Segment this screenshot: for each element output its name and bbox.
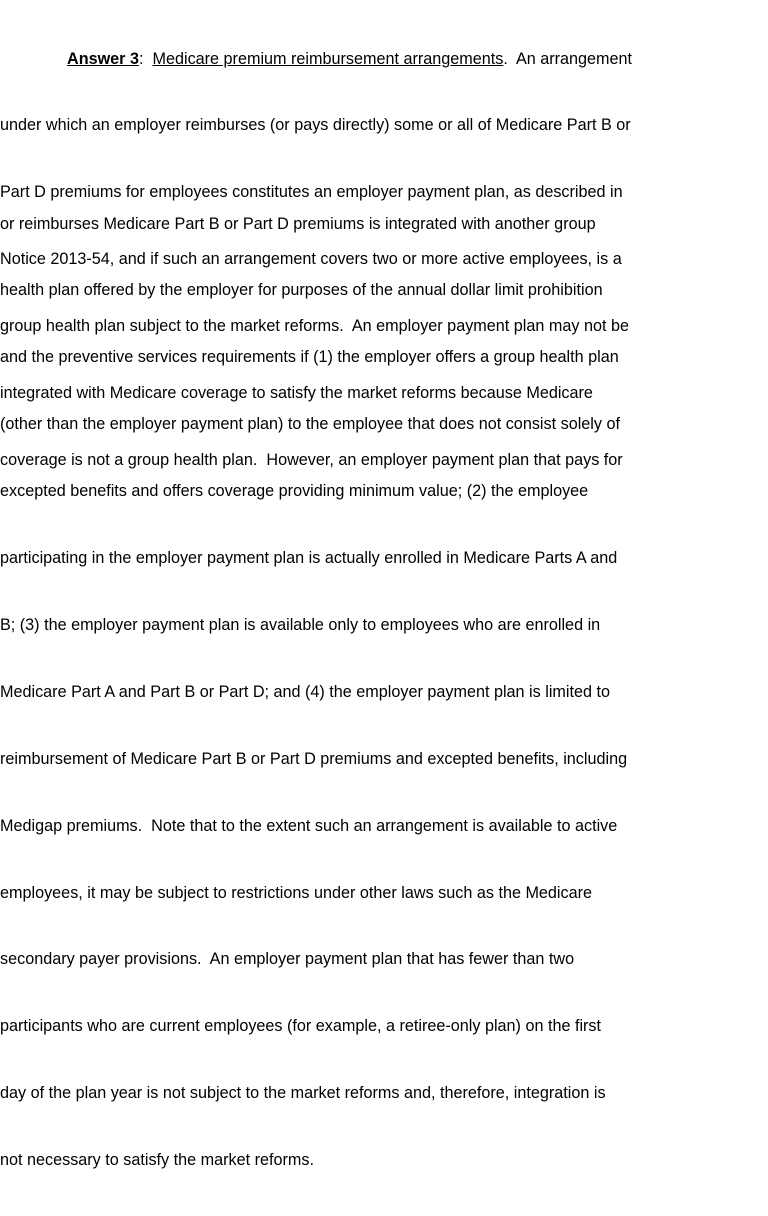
text-line: employees, it may be subject to restrictions under other laws such as the Medicare — [0, 883, 593, 902]
text-line: (other than the employer payment plan) to the employee that does not consist solely of — [0, 415, 620, 434]
text-line: secondary payer provisions. An employer payment plan that has fewer than two — [0, 950, 575, 969]
text-line: participants who are current employees (for example, a retiree-only plan) on the first — [0, 1017, 602, 1036]
text-line: under which an employer reimburses (or pays directly) some or all of Medicare Part B or — [0, 116, 631, 135]
text-line: Medicare Part A and Part B or Part D; and (4) the employer payment plan is limited to — [0, 682, 611, 701]
text-line: day of the plan year is not subject to the market reforms and, therefore, integration is — [0, 1084, 606, 1103]
text-line: B; (3) the employer payment plan is available only to employees who are enrolled in — [0, 615, 601, 634]
text-line: not necessary to satisfy the market reforms. — [0, 1151, 314, 1170]
text-line: excepted benefits and offers coverage providing minimum value; (2) the employee — [0, 482, 589, 501]
text-line: Medigap premiums. Note that to the extent such an arrangement is available to active — [0, 816, 618, 835]
answer-paragraph-part-2 — [0, 168, 768, 1216]
text-line: Notice 2013-54, and if such an arrangement covers two or more active employees, is a — [0, 250, 622, 269]
first-line-tail: . An arrangement — [503, 49, 633, 68]
answer-colon: : — [138, 49, 144, 68]
answer-label: Answer 3 — [67, 49, 139, 68]
text-line: or reimburses Medicare Part B or Part D premiums is integrated with another group — [0, 214, 596, 233]
text-line: health plan offered by the employer for purposes of the annual dollar limit prohibition — [0, 281, 603, 300]
first-line — [0, 48, 768, 70]
text-line: reimbursement of Medicare Part B or Part D premiums and excepted benefits, including — [0, 749, 628, 768]
text-line: Part D premiums for employees constitutes an employer payment plan, as described in — [0, 183, 623, 202]
text-line: coverage is not a group health plan. However, an employer payment plan that pays for — [0, 450, 623, 469]
text-line: group health plan subject to the market reforms. An employer payment plan may not be — [0, 317, 629, 336]
answer-topic: Medicare premium reimbursement arrangements — [152, 49, 504, 68]
text-line: and the preventive services requirements if (1) the employer offers a group health plan — [0, 348, 619, 367]
text-line: participating in the employer payment plan is actually enrolled in Medicare Parts A and — [0, 549, 618, 568]
text-line: integrated with Medicare coverage to satisfy the market reforms because Medicare — [0, 384, 593, 403]
